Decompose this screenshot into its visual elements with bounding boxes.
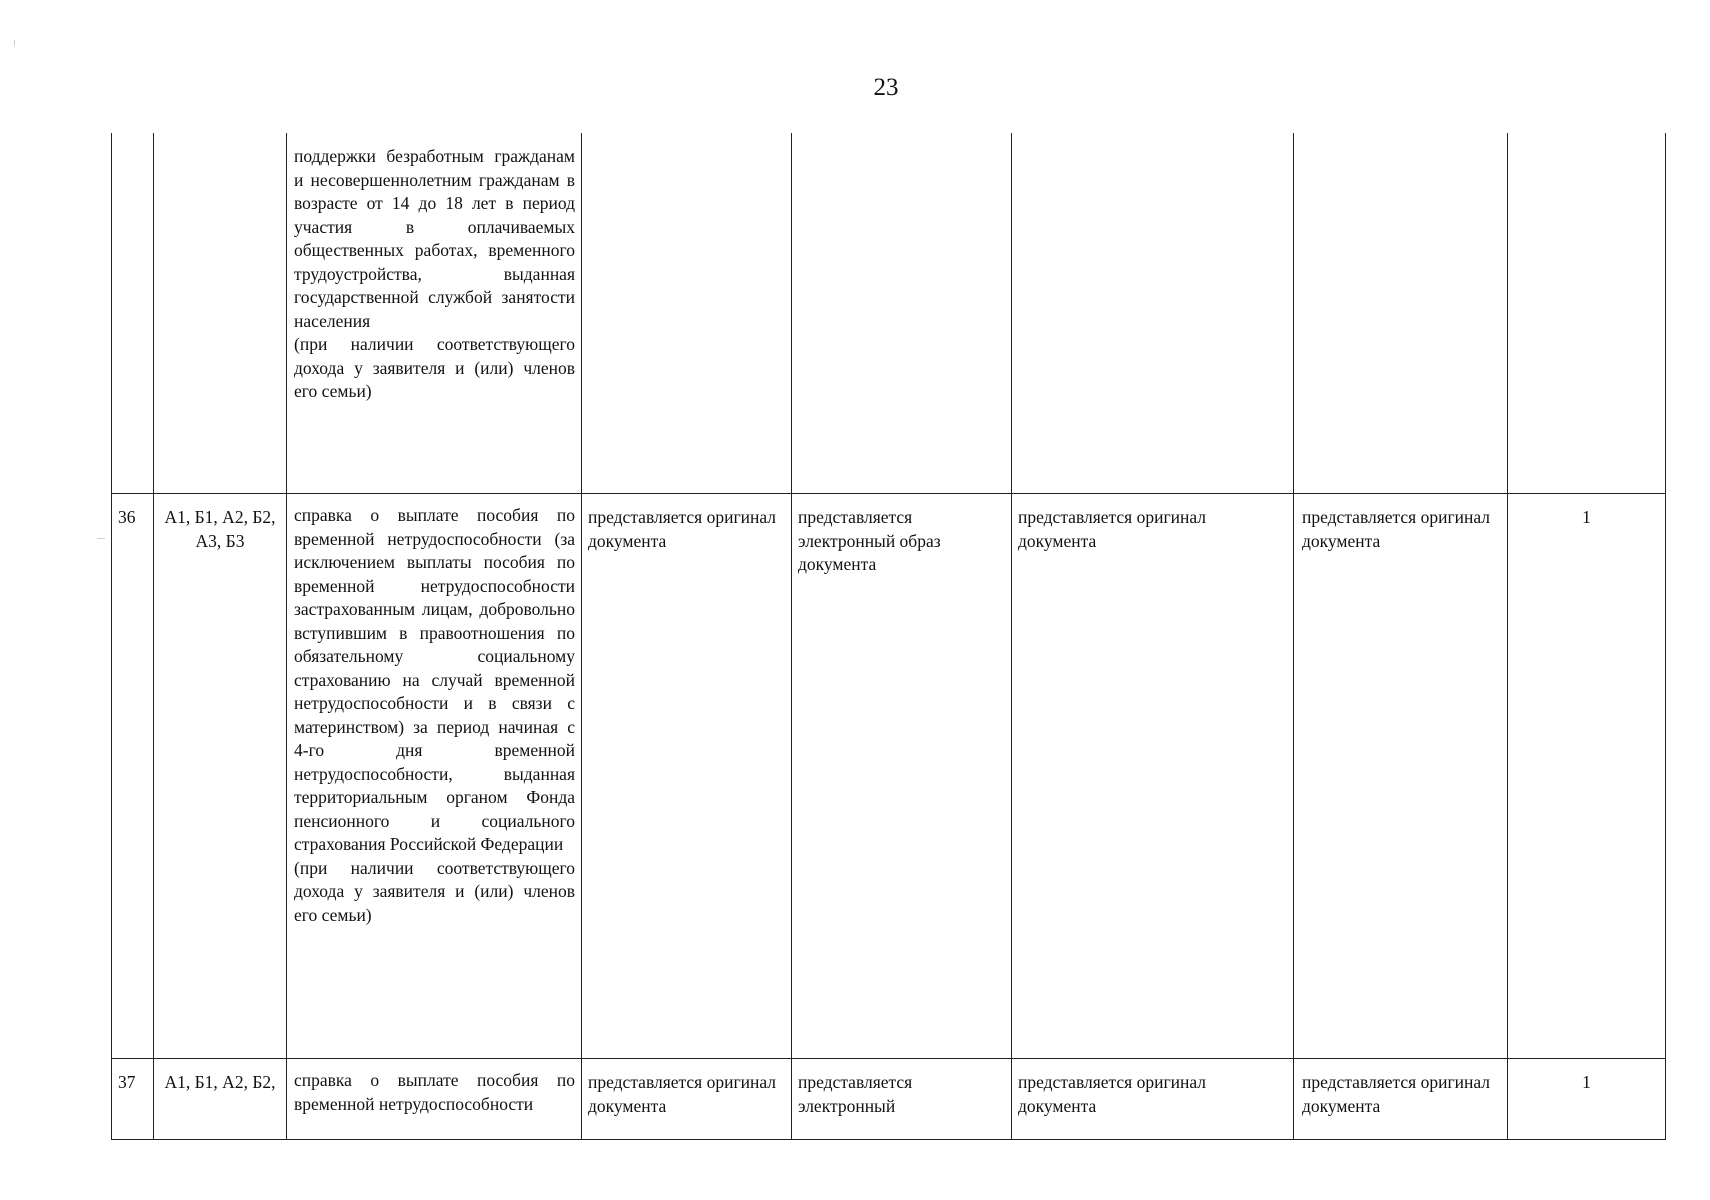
cell-col7: представляется оригинал документа bbox=[1294, 494, 1508, 1059]
cell-col5 bbox=[792, 133, 1012, 494]
cell-description bbox=[287, 494, 582, 1059]
description-text: справка о выплате пособия по временной нетрудоспособности (за исключением выплаты пособия по временной нетрудоспособности застрахованным лицам, добровольно вступившим в правоотношения по обязательному социальному страхованию на случай временной нетрудоспособности и в связи с материнством) за период начиная с 4-го дня временной нетрудоспособности, выданная территориальным органом Фонда пенсионного и социального страхования Российской Федерации bbox=[294, 505, 575, 854]
cell-col5: представляется электронный образ документа bbox=[792, 494, 1012, 1059]
description-text: поддержки безработным гражданам и несовершеннолетним гражданам в возрасте от 14 до 18 лет в период участия в оплачиваемых общественных работах, временного трудоустройства, выданная государственной службой занятости населения bbox=[294, 146, 575, 331]
row-count: 1 bbox=[1508, 1059, 1666, 1140]
cell-col6: представляется оригинал документа bbox=[1012, 494, 1294, 1059]
table-row-continuation bbox=[112, 133, 1666, 494]
row-codes: А1, Б1, А2, Б2, bbox=[154, 1059, 287, 1140]
row-number: 37 bbox=[112, 1059, 154, 1140]
description-note: (при наличии соответствующего дохода у заявителя и (или) членов его семьи) bbox=[294, 857, 575, 925]
cell-description bbox=[287, 133, 582, 494]
cell-count bbox=[1508, 133, 1666, 494]
table-row bbox=[112, 1059, 1666, 1140]
cell-num bbox=[112, 133, 154, 494]
cell-col4: представляется оригинал документа bbox=[582, 1059, 792, 1140]
row-number: 36 bbox=[112, 494, 154, 1059]
cell-col6: представляется оригинал документа bbox=[1012, 1059, 1294, 1140]
scan-mark bbox=[97, 538, 105, 539]
page-number: 23 bbox=[873, 74, 899, 101]
cell-col7 bbox=[1294, 133, 1508, 494]
row-count: 1 bbox=[1508, 494, 1666, 1059]
description-text: справка о выплате пособия по временной нетрудоспособности bbox=[294, 1070, 575, 1114]
table-row bbox=[112, 494, 1666, 1059]
description-note: (при наличии соответствующего дохода у заявителя и (или) членов его семьи) bbox=[294, 334, 575, 401]
cell-description bbox=[287, 1059, 582, 1140]
cell-col6 bbox=[1012, 133, 1294, 494]
cell-col5: представляется электронный bbox=[792, 1059, 1012, 1140]
row-codes: А1, Б1, А2, Б2, А3, Б3 bbox=[154, 494, 287, 1059]
documents-table bbox=[111, 133, 1666, 1140]
cell-col7: представляется оригинал документа bbox=[1294, 1059, 1508, 1140]
cell-col4: представляется оригинал документа bbox=[582, 494, 792, 1059]
cell-col4 bbox=[582, 133, 792, 494]
scan-mark bbox=[14, 40, 15, 46]
cell-codes bbox=[154, 133, 287, 494]
